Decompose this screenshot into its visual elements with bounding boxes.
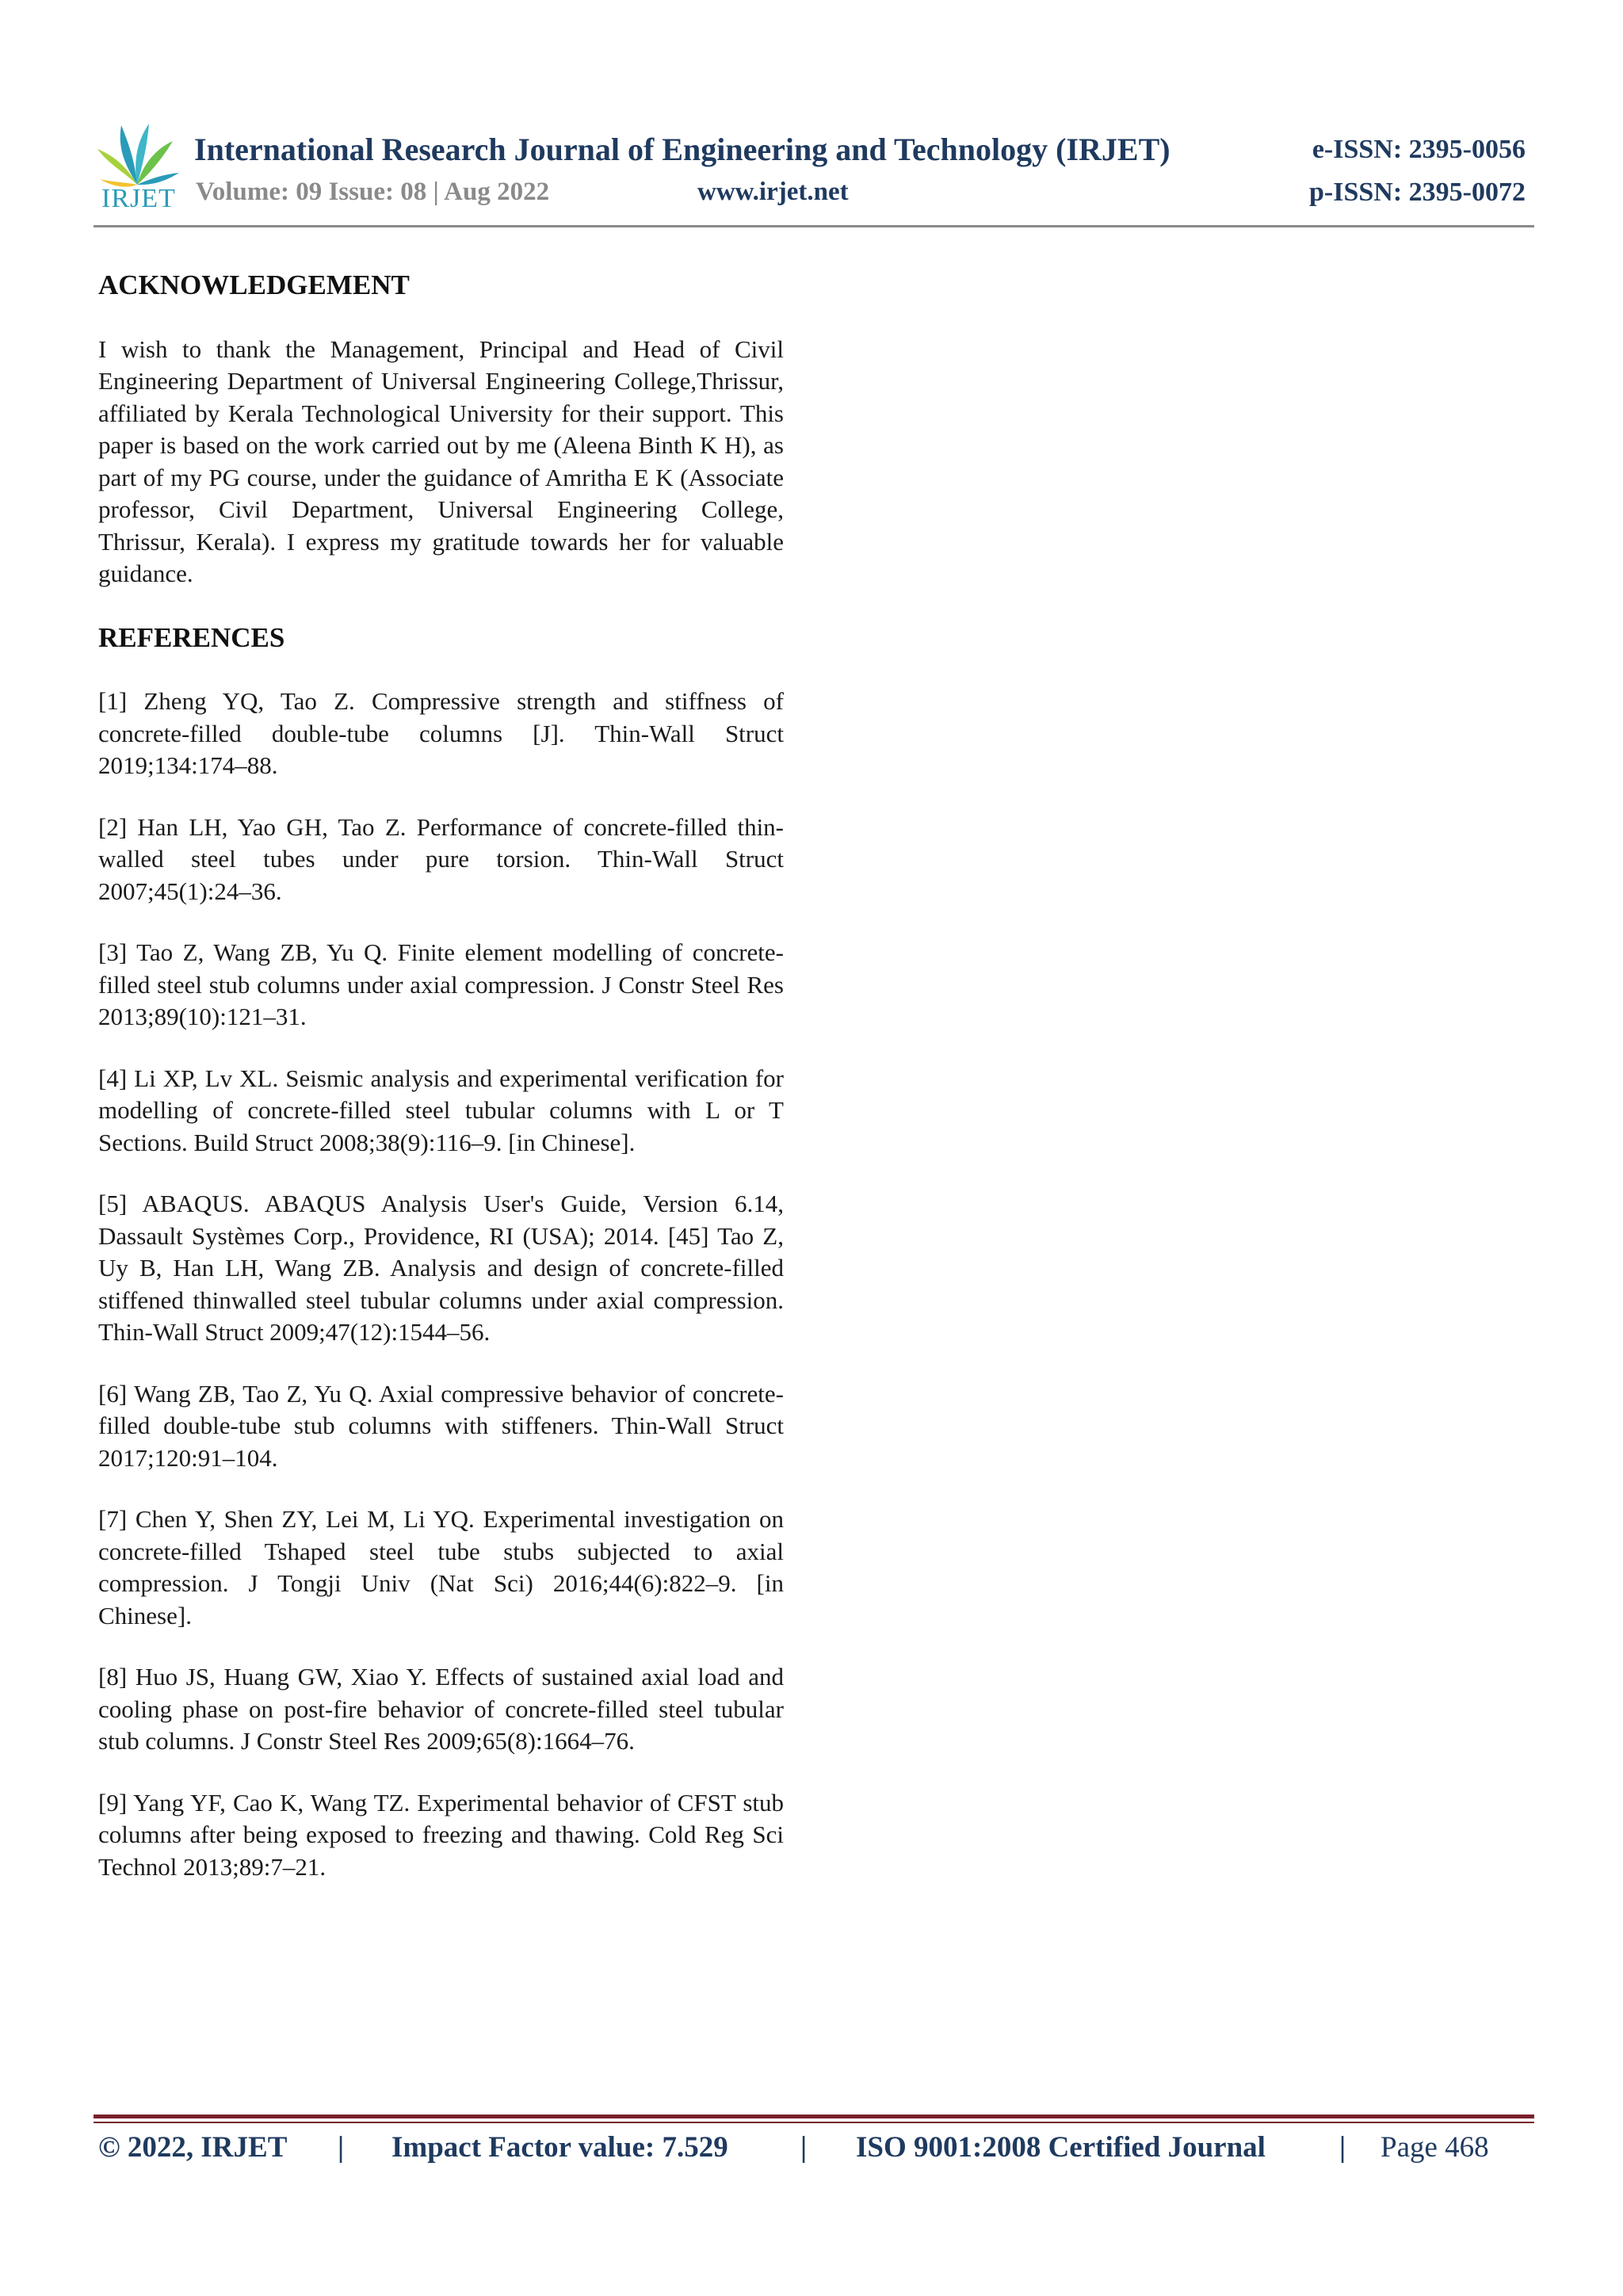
journal-title: International Research Journal of Engineering and Technology (IRJET) <box>194 132 1170 167</box>
pissn: p-ISSN: 2395-0072 <box>1309 178 1526 207</box>
reference-item: [1] Zheng YQ, Tao Z. Compressive strength and stiffness of concrete-filled double-tube columns [J]. Thin-Wall Struct 2019;134:174–88. <box>98 687 784 779</box>
reference-item: [2] Han LH, Yao GH, Tao Z. Performance of concrete-filled thin-walled steel tubes under pure torsion. Thin-Wall Struct 2007;45(1):24–36. <box>98 812 784 905</box>
acknowledgement-heading: ACKNOWLEDGEMENT <box>98 269 410 300</box>
reference-item: [5] ABAQUS. ABAQUS Analysis User's Guide, Version 6.14, Dassault Systèmes Corp., Providence, RI (USA); 2014. [45] Tao Z, Uy B, Han LH, Wang ZB. Analysis and design of concrete-filled stiffened thinwalled steel tubular columns under axial compression. Thin-Wall Struct 2009;47(12):1544–56. <box>98 1190 784 1346</box>
footer-iso: ISO 9001:2008 Certified Journal <box>856 2131 1266 2164</box>
acknowledgement-text: I wish to thank the Management, Principal and Head of Civil Engineering Department of Universal Engineering College,Thrissur, affiliated by Kerala Technological University for their support. This paper is based on the work carried out by me (Aleena Binth K H), as part of my PG course, under the guidance of Amritha E K (Associate professor, Civil Department, Universal Engineering College, Thrissur, Kerala). I express my gratitude towards her for valuable guidance. <box>98 334 784 587</box>
reference-item: [8] Huo JS, Huang GW, Xiao Y. Effects of sustained axial load and cooling phase on post-fire behavior of concrete-filled steel tubular stub columns. J Constr Steel Res 2009;65(8):1664–76. <box>98 1663 784 1755</box>
footer-impact-factor: Impact Factor value: 7.529 <box>391 2131 728 2164</box>
page-header <box>0 0 1623 238</box>
footer-copyright: © 2022, IRJET <box>98 2131 288 2164</box>
eissn: e-ISSN: 2395-0056 <box>1312 135 1526 164</box>
reference-item: [7] Chen Y, Shen ZY, Lei M, Li YQ. Experimental investigation on concrete-filled Tshaped steel tube stubs subjected to axial compression. J Tongji Univ (Nat Sci) 2016;44(6):822–9. [in Chinese]. <box>98 1505 784 1629</box>
website-link[interactable]: www.irjet.net <box>697 178 849 206</box>
reference-item: [9] Yang YF, Cao K, Wang TZ. Experimental behavior of CFST stub columns after being exposed to freezing and thawing. Cold Reg Sci Technol 2013;89:7–21. <box>98 1788 784 1881</box>
footer-separator: | <box>338 2131 345 2164</box>
references-heading: REFERENCES <box>98 621 285 653</box>
volume-issue: Volume: 09 Issue: 08 | Aug 2022 <box>196 178 550 206</box>
header-divider <box>94 225 1534 227</box>
logo-text: IRJET <box>101 184 176 213</box>
footer-separator: | <box>1339 2131 1346 2164</box>
footer-page-number: Page 468 <box>1381 2131 1489 2164</box>
footer-divider-thin <box>94 2122 1534 2123</box>
reference-item: [3] Tao Z, Wang ZB, Yu Q. Finite element modelling of concrete-filled steel stub columns under axial compression. J Constr Steel Res 2013;89(10):121–31. <box>98 938 784 1030</box>
content-column <box>98 269 784 1912</box>
footer-divider-thick <box>94 2115 1534 2118</box>
reference-item: [4] Li XP, Lv XL. Seismic analysis and experimental verification for modelling of concrete-filled steel tubular columns with L or T Sections. Build Struct 2008;38(9):116–9. [in Chinese]. <box>98 1064 784 1156</box>
reference-item: [6] Wang ZB, Tao Z, Yu Q. Axial compressive behavior of concrete-filled double-tube stub columns with stiffeners. Thin-Wall Struct 2017;120:91–104. <box>98 1379 784 1472</box>
footer-separator: | <box>800 2131 808 2164</box>
